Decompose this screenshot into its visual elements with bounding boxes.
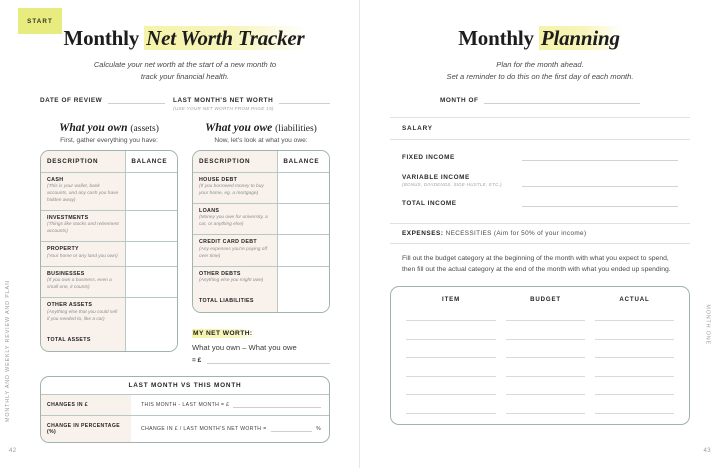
budget-cell-budget-input[interactable] (506, 406, 585, 414)
last-month-net-worth-field[interactable] (173, 97, 330, 111)
date-of-review-input[interactable] (108, 97, 165, 104)
table-row (193, 267, 329, 290)
date-of-review-field[interactable] (40, 97, 165, 111)
assets-row-name: BUSINESSES (47, 270, 85, 277)
compare-row-formula: CHANGE IN £ / LAST MONTH'S NET WORTH = (141, 426, 267, 433)
compare-row (41, 416, 329, 442)
assets-row-balance-input[interactable] (125, 267, 177, 297)
liabilities-row-balance-input[interactable] (277, 235, 329, 265)
start-badge-label: START (27, 17, 53, 25)
budget-cell-actual-input[interactable] (595, 350, 674, 358)
compare-box (40, 376, 330, 443)
liabilities-row-description (193, 204, 277, 234)
left-subtitle-line-1: Calculate your net worth at the start of a new month to (93, 60, 277, 69)
liabilities-section (192, 122, 330, 365)
assets-heading (40, 122, 178, 134)
liabilities-row-hint: (Any expenses you're paying off over time) (199, 246, 268, 259)
assets-row-name: INVESTMENTS (47, 214, 89, 221)
liabilities-col-balance: BALANCE (283, 157, 320, 165)
assets-total-row (41, 329, 177, 351)
liabilities-total-input[interactable] (277, 290, 329, 312)
left-title-plain: Monthly (63, 26, 145, 50)
budget-col-budget: BUDGET (530, 295, 561, 303)
budget-table (390, 286, 690, 425)
liabilities-total-row (193, 290, 329, 312)
assets-row-hint: (If you own a business, even a small one, it counts) (47, 278, 112, 291)
table-row (193, 204, 329, 235)
liabilities-heading-plain: (liabilities) (275, 123, 317, 134)
left-subtitle-line-2: track your financial health. (140, 71, 230, 81)
right-page-folio: 43 (703, 448, 711, 454)
income-row[interactable] (402, 154, 678, 161)
liabilities-row-description (193, 267, 277, 290)
budget-col-actual: ACTUAL (619, 295, 650, 303)
compare-row (41, 395, 329, 416)
budget-cell-budget-input[interactable] (506, 387, 585, 395)
assets-row-balance-input[interactable] (125, 173, 177, 210)
table-row (41, 211, 177, 242)
budget-cell-actual-input[interactable] (595, 406, 674, 414)
budget-cell-actual-input[interactable] (595, 369, 674, 377)
my-net-worth-label: MY NET WORTH: (192, 329, 256, 338)
assets-row-hint: (Things like stocks and retirement accounts) (47, 222, 119, 235)
table-row (193, 235, 329, 266)
income-row-labels (402, 174, 522, 187)
left-page-folio: 42 (9, 448, 17, 454)
table-row (41, 267, 177, 298)
budget-col-item: ITEM (442, 295, 461, 303)
right-page (360, 0, 720, 468)
liabilities-row-name: CREDIT CARD DEBT (199, 239, 257, 246)
assets-total-label: TOTAL ASSETS (47, 336, 91, 343)
budget-table-header (401, 296, 679, 303)
left-page-subtitle (40, 59, 330, 83)
budget-table-row (401, 332, 679, 340)
my-net-worth-input[interactable] (207, 357, 330, 364)
assets-heading-italic: What you own (59, 121, 128, 134)
budget-table-row (401, 387, 679, 395)
budget-cell-actual-input[interactable] (595, 313, 674, 321)
income-row-label: FIXED INCOME (402, 153, 455, 161)
assets-row-name: PROPERTY (47, 246, 79, 253)
liabilities-row-balance-input[interactable] (277, 173, 329, 203)
expenses-rest: NECESSITIES (Aim for 50% of your income) (443, 229, 587, 237)
compare-row-suffix: % (316, 426, 321, 433)
assets-heading-plain: (assets) (130, 123, 159, 134)
assets-row-description (41, 173, 125, 210)
assets-table-header (41, 151, 177, 173)
income-row[interactable] (402, 174, 678, 187)
expenses-header (390, 224, 690, 243)
salary-label: SALARY (402, 124, 433, 132)
liabilities-heading (192, 122, 330, 134)
last-month-net-worth-label: LAST MONTH'S NET WORTH (173, 96, 274, 104)
left-page-title (40, 26, 330, 51)
table-row (41, 242, 177, 266)
liabilities-row-balance-input[interactable] (277, 204, 329, 234)
assets-col-balance: BALANCE (131, 157, 168, 165)
budget-cell-budget-input[interactable] (506, 369, 585, 377)
liabilities-row-balance-input[interactable] (277, 267, 329, 290)
assets-row-name: OTHER ASSETS (47, 302, 93, 309)
budget-table-row (401, 313, 679, 321)
compare-row-formula: THIS MONTH - LAST MONTH = £ (141, 402, 230, 409)
liabilities-table-header (193, 151, 329, 173)
income-row-labels (402, 200, 522, 207)
assets-row-description (41, 242, 125, 265)
assets-subheading: First, gather everything you have: (60, 136, 158, 144)
left-title-highlight: Net Worth Tracker (146, 26, 305, 50)
my-net-worth-formula: What you own – What you owe (192, 343, 297, 353)
compare-row-input[interactable] (271, 426, 312, 432)
liabilities-table (192, 150, 330, 314)
compare-title: LAST MONTH VS THIS MONTH (41, 377, 329, 395)
budget-table-row (401, 406, 679, 414)
budget-cell-budget-input[interactable] (506, 350, 585, 358)
income-row-input[interactable] (522, 181, 678, 187)
income-row-hint: (BONUS, DIVIDENDS, SIDE-HUSTLE, ETC.) (402, 181, 502, 187)
my-net-worth-equals: = £ (192, 357, 202, 365)
right-subtitle-line-1: Plan for the month ahead. (496, 60, 584, 69)
liabilities-total-label: TOTAL LIABILITIES (199, 298, 254, 305)
right-page-subtitle (390, 59, 690, 83)
assets-row-hint: (Your home or any land you own) (47, 253, 118, 259)
budget-cell-actual-input[interactable] (595, 332, 674, 340)
assets-row-hint: (Anything else that you could sell if you needed to, like a car) (47, 309, 118, 322)
assets-total-input[interactable] (125, 329, 177, 351)
income-section (390, 140, 690, 207)
assets-col-description: DESCRIPTION (47, 157, 99, 165)
last-month-net-worth-hint: (USE YOUR NET WORTH FROM PAGE 15) (173, 105, 274, 111)
assets-row-balance-input[interactable] (125, 211, 177, 241)
assets-row-description (41, 211, 125, 241)
right-title-highlight: Planning (540, 26, 620, 50)
salary-row (390, 118, 690, 139)
assets-row-name: CASH (47, 176, 64, 183)
liabilities-row-name: LOANS (199, 207, 220, 214)
compare-row-value[interactable] (131, 416, 329, 442)
income-row-label: TOTAL INCOME (402, 199, 457, 207)
compare-row-input[interactable] (233, 402, 321, 408)
assets-row-balance-input[interactable] (125, 298, 177, 328)
income-row-input[interactable] (522, 155, 678, 161)
liabilities-row-hint: (If you borrowed money to buy your home, eg. a mortgage) (199, 184, 264, 196)
right-page-side-label: MONTH ONE (705, 304, 711, 345)
assets-row-hint: (This is your wallet, bank accounts, and any cash you have hidden away) (47, 184, 119, 203)
assets-row-description (41, 267, 125, 297)
income-row-labels (402, 154, 522, 161)
liabilities-row-description (193, 173, 277, 203)
assets-row-balance-input[interactable] (125, 242, 177, 265)
right-subtitle-line-2: Set a reminder to do this on the first day of each month. (446, 71, 634, 81)
budget-table-row (401, 350, 679, 358)
income-row-label: VARIABLE INCOME (402, 173, 470, 181)
income-row[interactable] (402, 200, 678, 207)
budget-cell-budget-input[interactable] (506, 332, 585, 340)
assets-section (40, 122, 178, 365)
budget-cell-item-input[interactable] (406, 350, 496, 358)
expenses-label: EXPENSES: (402, 229, 444, 237)
assets-row-description (41, 298, 125, 328)
month-of-input[interactable] (484, 97, 640, 104)
budget-cell-item-input[interactable] (406, 332, 496, 340)
budget-cell-item-input[interactable] (406, 406, 496, 414)
budget-cell-actual-input[interactable] (595, 387, 674, 395)
table-row (193, 173, 329, 204)
liabilities-row-name: HOUSE DEBT (199, 176, 238, 183)
budget-cell-budget-input[interactable] (506, 313, 585, 321)
date-of-review-label: DATE OF REVIEW (40, 96, 103, 104)
compare-row-label: CHANGE IN PERCENTAGE (%) (41, 416, 131, 442)
income-row-input[interactable] (522, 201, 678, 207)
compare-row-value[interactable] (131, 395, 329, 415)
liabilities-subheading: Now, let's look at what you owe: (214, 136, 308, 144)
liabilities-row-description (193, 235, 277, 265)
budget-cell-item-input[interactable] (406, 387, 496, 395)
liabilities-col-description: DESCRIPTION (199, 157, 251, 165)
assets-table (40, 150, 178, 352)
right-title-plain: Monthly (458, 26, 539, 50)
table-row (41, 173, 177, 211)
my-net-worth-field[interactable] (192, 357, 330, 364)
compare-row-label: CHANGES IN £ (41, 395, 131, 415)
right-page-title (390, 26, 690, 51)
liabilities-row-name: OTHER DEBTS (199, 270, 241, 277)
last-month-net-worth-input[interactable] (279, 97, 330, 104)
liabilities-row-hint: (Money you owe for university, a car, or anything else) (199, 215, 268, 228)
table-row (41, 298, 177, 328)
liabilities-heading-italic: What you owe (205, 121, 273, 134)
budget-table-row (401, 369, 679, 377)
month-of-field[interactable] (390, 97, 690, 104)
budget-cell-item-input[interactable] (406, 369, 496, 377)
month-of-label: MONTH OF (440, 96, 479, 104)
my-net-worth-block (192, 322, 330, 364)
expenses-note: Fill out the budget category at the beginning of the month with what you expect to spend, then fill out the actual category at the end of the month with what you ended up spending. (402, 254, 671, 273)
left-page-side-label: MONTHLY AND WEEKLY REVIEW AND PLAN (5, 280, 11, 422)
liabilities-row-hint: (Anything else you might owe) (199, 278, 264, 284)
budget-cell-item-input[interactable] (406, 313, 496, 321)
